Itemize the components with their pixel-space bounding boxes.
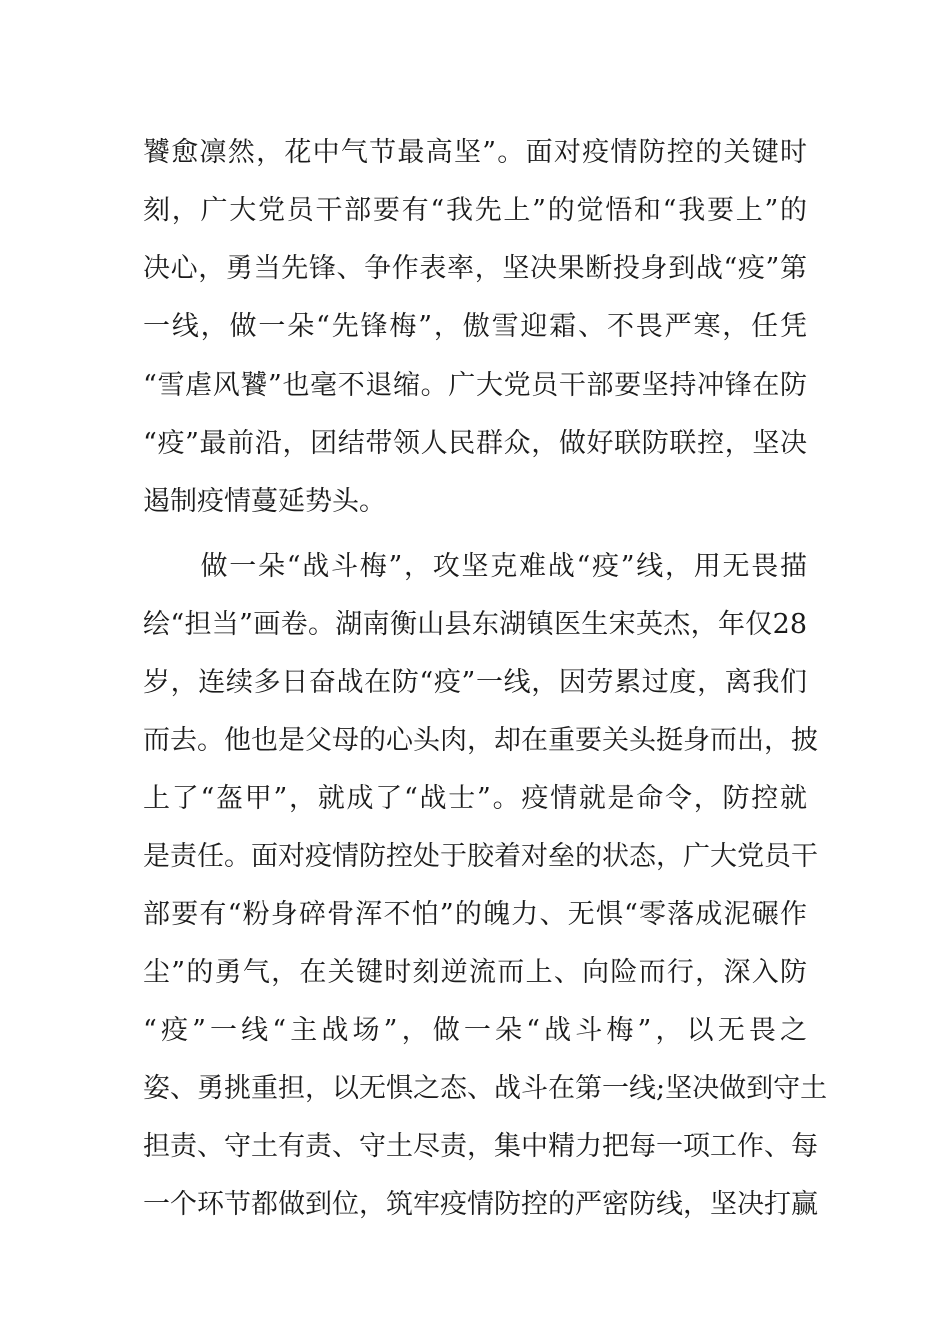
paragraph-line: 绘“担当”画卷。湖南衡山县东湖镇医生宋英杰，年仅28 [143, 609, 807, 640]
paragraph-line: 饕愈凛然，花中气节最高坚”。面对疫情防控的关键时 [143, 137, 807, 168]
paragraph-line: 尘”的勇气，在关键时刻逆流而上、向险而行，深入防 [143, 957, 807, 988]
paragraph-line: 姿、勇挑重担，以无惧之态、战斗在第一线;坚决做到守土 [143, 1073, 828, 1104]
paragraph-line: 而去。他也是父母的心头肉，却在重要关头挺身而出，披 [143, 725, 818, 756]
paragraph-line: 岁，连续多日奋战在防“疫”一线，因劳累过度，离我们 [143, 667, 807, 698]
paragraph-line: 一个环节都做到位，筑牢疫情防控的严密防线，坚决打赢 [143, 1189, 818, 1220]
paragraph-line: “雪虐风饕”也毫不退缩。广大党员干部要坚持冲锋在防 [143, 370, 807, 401]
paragraph-line: 部要有“粉身碎骨浑不怕”的魄力、无惧“零落成泥碾作 [143, 899, 807, 930]
paragraph-line: 刻，广大党员干部要有“我先上”的觉悟和“我要上”的 [143, 195, 807, 226]
paragraph-line: 上了“盔甲”，就成了“战士”。疫情就是命令，防控就 [143, 783, 807, 814]
paragraph-line: 担责、守土有责、守土尽责，集中精力把每一项工作、每 [143, 1131, 818, 1162]
paragraph-line: 一线，做一朵“先锋梅”，傲雪迎霜、不畏严寒，任凭 [143, 311, 807, 342]
paragraph-line: 决心，勇当先锋、争作表率，坚决果断投身到战“疫”第 [143, 253, 807, 284]
paragraph-line: 遏制疫情蔓延势头。 [143, 486, 386, 517]
paragraph-line: 做一朵“战斗梅”，攻坚克难战“疫”线，用无畏描 [143, 551, 807, 582]
paragraph-line: “疫”最前沿，团结带领人民群众，做好联防联控，坚决 [143, 428, 807, 459]
paragraph-line: 是责任。面对疫情防控处于胶着对垒的状态，广大党员干 [143, 841, 818, 872]
paragraph-line: “疫”一线“主战场”，做一朵“战斗梅”，以无畏之 [143, 1015, 807, 1046]
